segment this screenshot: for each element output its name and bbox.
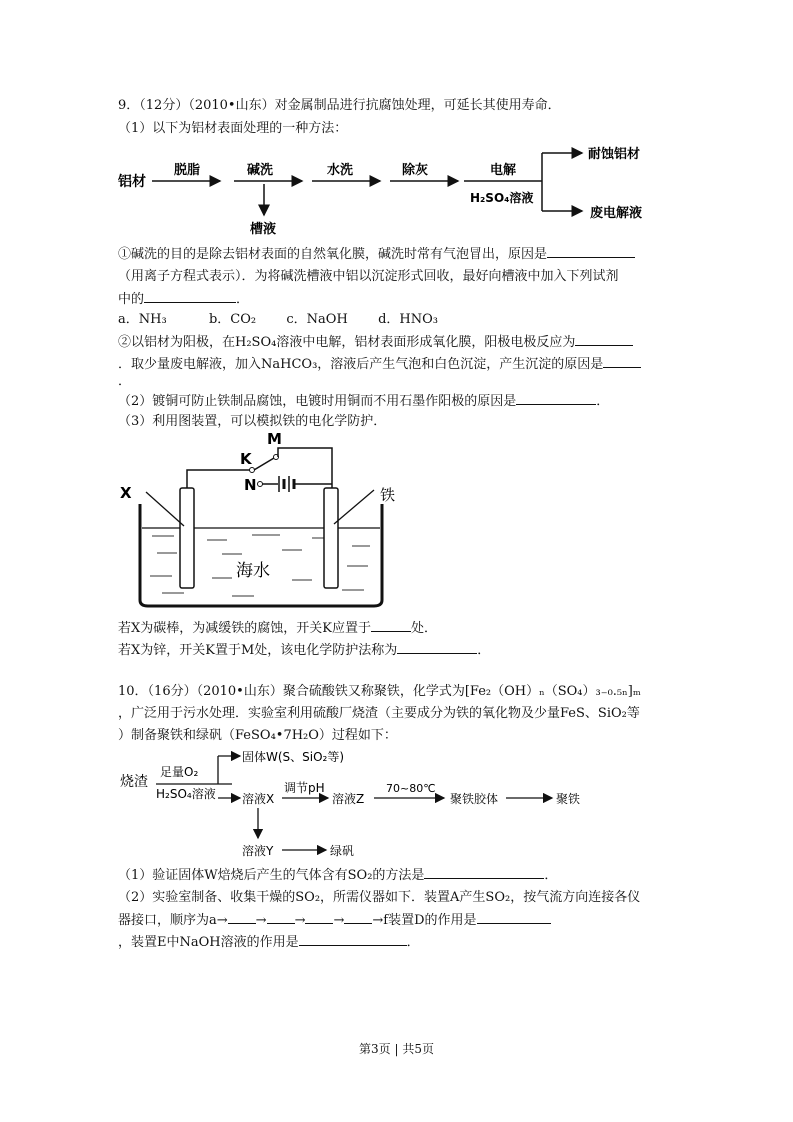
q9-header: 9．（12分）（2010•山东）对金属制品进行抗腐蚀处理，可延长其使用寿命．: [118, 98, 561, 113]
q10-part2-line1: （2）实验室制备、收集干燥的SO₂，所需仪器如下．装置A产生SO₂，按气流方向连接各仪: [118, 890, 641, 905]
answer-blank[interactable]: [547, 245, 635, 258]
answer-blank[interactable]: [305, 911, 333, 924]
label-iron: 铁: [380, 486, 396, 504]
q9-s2-line2: ．取少量废电解液，加入NaHCO₃，溶液后产生气泡和白色沉淀，产生沉淀的原因是: [118, 355, 641, 374]
flow-node-tank-liquid: 槽液: [250, 222, 277, 237]
aluminum-process-flowchart: [112, 140, 672, 240]
label-n: N: [244, 476, 257, 494]
q9-s1-line3: 中的 ．: [118, 292, 250, 307]
option-d: d．HNO₃: [378, 312, 438, 327]
label-x: X: [120, 484, 132, 502]
flow2-product: 聚铁: [556, 792, 581, 806]
q9-s2-line3: ．: [118, 374, 132, 389]
q10-header-line3: ）制备聚铁和绿矾（FeSO₄•7H₂O）过程如下：: [118, 728, 397, 743]
flow2-solution-x: 溶液X: [242, 792, 275, 806]
q10-header-line1: 10．（16分）（2010•山东）聚合硫酸铁又称聚铁，化学式为[Fe₂（OH）ₙ（SO₄）₃₋₀.₅ₙ]ₘ: [118, 684, 641, 699]
electrochemical-apparatus-diagram: [112, 428, 412, 613]
option-c: c．NaOH: [286, 312, 348, 327]
answer-blank[interactable]: [603, 355, 641, 368]
flow-node-aluminum: 铝材: [118, 174, 146, 190]
flow-output-corrosion-resistant: 耐蚀铝材: [588, 147, 641, 162]
q9-options: [118, 311, 438, 329]
flow2-solid-w: 固体W(S、SiO₂等): [242, 750, 345, 764]
q9-part2: （2）镀铜可防止铁制品腐蚀，电镀时用铜而不用石墨作阳极的原因是 ．: [118, 394, 610, 409]
label-seawater: 海水: [236, 561, 270, 581]
answer-blank[interactable]: [344, 911, 372, 924]
flow2-solution-z: 溶液Z: [332, 792, 365, 806]
q9-s1-line1: ①碱洗的目的是除去铝材表面的自然氧化膜，碱洗时常有气泡冒出，原因是: [118, 245, 635, 264]
flow-step-ash-removal: 除灰: [402, 163, 429, 178]
q10-part1: （1）验证固体W焙烧后产生的气体含有SO₂的方法是 ．: [118, 868, 558, 883]
flow-output-waste-electrolyte: 废电解液: [590, 206, 643, 221]
option-a: a．NH₃: [118, 312, 167, 327]
answer-blank[interactable]: [424, 866, 544, 879]
q9-s3-line1: 若X为碳棒，为减缓铁的腐蚀，开关K应置于 处．: [118, 621, 437, 636]
flow2-reagent-acid: H₂SO₄溶液: [156, 787, 216, 801]
q9-s3-line2: 若X为锌，开关K置于M处，该电化学防护法称为 ．: [118, 643, 491, 658]
page-footer: 第3页 | 共5页: [359, 1042, 434, 1056]
q9-part1-intro: （1）以下为铝材表面处理的一种方法：: [118, 121, 348, 136]
q9-part3-intro: （3）利用图装置，可以模拟铁的电化学防护．: [118, 414, 387, 429]
flow2-temperature: 70~80℃: [386, 782, 436, 795]
q10-part2-line3: ，装置E中NaOH溶液的作用是 ．: [118, 935, 420, 950]
flow-node-alkali-wash: 碱洗: [247, 163, 274, 178]
flow2-green-vitriol: 绿矾: [330, 844, 355, 858]
flow2-colloid: 聚铁胶体: [450, 792, 499, 806]
q9-s1-line2: （用离子方程式表示）．为将碱洗槽液中铝以沉淀形式回收，最好向槽液中加入下列试剂: [118, 269, 619, 284]
answer-blank[interactable]: [228, 911, 256, 924]
answer-blank[interactable]: [267, 911, 295, 924]
flow-step-degrease: 脱脂: [174, 163, 201, 178]
answer-blank[interactable]: [575, 333, 633, 346]
answer-blank[interactable]: [477, 911, 551, 924]
flow2-adjust-ph: 调节pH: [284, 781, 325, 795]
q9-s2-line1: ②以铝材为阳极，在H₂SO₄溶液中电解，铝材表面形成氧化膜，阳极电极反应为: [118, 333, 633, 352]
answer-blank[interactable]: [516, 392, 596, 405]
label-k: K: [240, 450, 252, 468]
option-b: b．CO₂: [208, 312, 257, 327]
flow2-reagent-o2: 足量O₂: [160, 765, 199, 779]
q10-header-line2: ，广泛用于污水处理．实验室利用硫酸厂烧渣（主要成分为铁的氧化物及少量FeS、SiO₂等: [118, 706, 640, 721]
flow-electrolyte-label: H₂SO₄溶液: [470, 191, 534, 205]
answer-blank[interactable]: [144, 290, 236, 303]
flow-step-water-wash: 水洗: [327, 163, 354, 178]
q10-part2-line2: 器接口，顺序为a→ → → → →f装置D的作用是: [118, 911, 551, 930]
flow2-solution-y: 溶液Y: [242, 844, 274, 858]
answer-blank[interactable]: [299, 933, 407, 946]
answer-blank[interactable]: [397, 641, 477, 654]
polyferric-process-flowchart: [112, 746, 632, 864]
label-m: M: [267, 430, 282, 448]
answer-blank[interactable]: [371, 619, 411, 632]
flow2-start: 烧渣: [120, 774, 148, 790]
flow-step-electrolysis: 电解: [490, 163, 517, 178]
